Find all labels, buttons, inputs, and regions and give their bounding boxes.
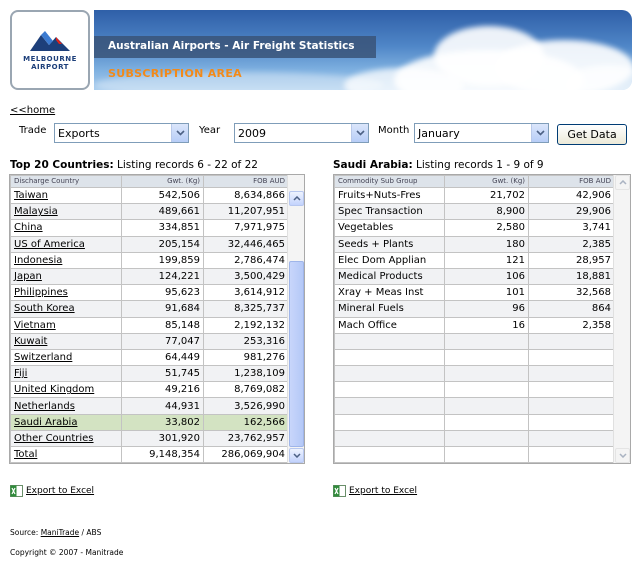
- table-cell: 32,446,465: [204, 236, 289, 252]
- table-cell: 96: [445, 301, 529, 317]
- empty-row: [335, 349, 615, 365]
- empty-cell: [529, 430, 615, 446]
- table-cell: [11, 285, 122, 301]
- empty-cell: [335, 366, 445, 382]
- table-cell: 91,684: [122, 301, 204, 317]
- row-link[interactable]: South Korea: [14, 303, 75, 315]
- table-cell: 542,506: [122, 188, 204, 204]
- commodity-table-title: [333, 159, 544, 171]
- table-cell: 253,316: [204, 333, 289, 349]
- table-cell: 16: [445, 317, 529, 333]
- table-row[interactable]: [335, 204, 615, 220]
- footer-source: [10, 528, 101, 537]
- table-cell: 18,881: [529, 268, 615, 284]
- table-row[interactable]: [11, 349, 289, 365]
- page-title: Australian Airports - Air Freight Statistics: [108, 40, 355, 52]
- table-cell: 77,047: [122, 333, 204, 349]
- table-row[interactable]: [11, 447, 289, 463]
- mountain-logo-icon: [28, 29, 72, 53]
- table-row[interactable]: [335, 285, 615, 301]
- table-cell: 23,762,957: [204, 430, 289, 446]
- table-cell: [11, 414, 122, 430]
- table-row[interactable]: [335, 252, 615, 268]
- chevron-down-icon: [293, 453, 301, 458]
- table-cell: 286,069,904: [204, 447, 289, 463]
- empty-row: [335, 414, 615, 430]
- table-cell: 51,745: [122, 366, 204, 382]
- row-link[interactable]: Fiji: [14, 368, 28, 380]
- empty-row: [335, 447, 615, 463]
- scroll-thumb[interactable]: [289, 261, 304, 447]
- table-cell: 124,221: [122, 268, 204, 284]
- table-cell: [11, 447, 122, 463]
- table-cell: [11, 333, 122, 349]
- source-link[interactable]: ManiTrade: [40, 528, 80, 537]
- table-row[interactable]: [11, 333, 289, 349]
- table-cell: 9,148,354: [122, 447, 204, 463]
- chevron-down-icon[interactable]: [531, 124, 548, 142]
- table-cell: 8,325,737: [204, 301, 289, 317]
- table-cell: 2,385: [529, 236, 615, 252]
- table-cell: 864: [529, 301, 615, 317]
- commodity-export[interactable]: [333, 485, 417, 497]
- commodity-title-rest: Listing records 1 - 9 of 9: [412, 159, 544, 171]
- table-cell: Spec Transaction: [335, 204, 445, 220]
- commodity-title-bold: Saudi Arabia:: [333, 159, 413, 171]
- empty-cell: [445, 430, 529, 446]
- empty-cell: [335, 349, 445, 365]
- table-cell: 199,859: [122, 252, 204, 268]
- table-row[interactable]: [11, 317, 289, 333]
- table-cell: [11, 220, 122, 236]
- table-cell: 7,971,975: [204, 220, 289, 236]
- header-banner: [94, 10, 632, 90]
- table-cell: [11, 204, 122, 220]
- table-row[interactable]: [11, 268, 289, 284]
- table-cell: 32,568: [529, 285, 615, 301]
- chevron-up-icon: [619, 180, 627, 185]
- chevron-down-icon: [619, 453, 627, 458]
- scroll-down-button[interactable]: [615, 448, 630, 463]
- empty-cell: [445, 366, 529, 382]
- empty-cell: [445, 382, 529, 398]
- airport-logo: [10, 10, 90, 90]
- table-cell: Elec Dom Applian: [335, 252, 445, 268]
- table-row[interactable]: [11, 382, 289, 398]
- table-cell: 2,358: [529, 317, 615, 333]
- chevron-up-icon: [293, 196, 301, 201]
- chevron-down-icon[interactable]: [171, 124, 188, 142]
- table-cell: 44,931: [122, 398, 204, 414]
- row-link[interactable]: Philippines: [14, 287, 68, 299]
- countries-scrollbar[interactable]: [287, 175, 304, 463]
- table-cell: 8,900: [445, 204, 529, 220]
- table-cell: 11,207,951: [204, 204, 289, 220]
- empty-cell: [335, 398, 445, 414]
- export-to-excel-link[interactable]: Export to Excel: [349, 486, 418, 496]
- table-cell: 180: [445, 236, 529, 252]
- empty-cell: [529, 398, 615, 414]
- table-cell: 2,192,132: [204, 317, 289, 333]
- table-row[interactable]: [335, 317, 615, 333]
- empty-cell: [445, 398, 529, 414]
- table-row[interactable]: [11, 414, 289, 430]
- table-cell: 64,449: [122, 349, 204, 365]
- column-header[interactable]: FOB AUD: [529, 176, 615, 188]
- table-cell: [11, 366, 122, 382]
- table-cell: [11, 236, 122, 252]
- empty-cell: [335, 447, 445, 463]
- table-row[interactable]: [335, 188, 615, 204]
- year-select[interactable]: [234, 123, 369, 143]
- row-link[interactable]: Other Countries: [14, 432, 94, 444]
- year-select-value: 2009: [238, 127, 266, 140]
- countries-title-rest: Listing records 6 - 22 of 22: [113, 159, 258, 171]
- row-link[interactable]: Taiwan: [14, 190, 49, 202]
- table-row[interactable]: [11, 301, 289, 317]
- empty-cell: [529, 447, 615, 463]
- empty-row: [335, 382, 615, 398]
- row-link[interactable]: US of America: [14, 238, 85, 250]
- table-row[interactable]: [11, 220, 289, 236]
- source-label: Source:: [10, 528, 39, 537]
- empty-row: [335, 430, 615, 446]
- commodity-table: [334, 175, 615, 463]
- empty-cell: [445, 447, 529, 463]
- table-cell: 101: [445, 285, 529, 301]
- page-subtitle: SUBSCRIPTION AREA: [108, 67, 242, 80]
- empty-cell: [529, 366, 615, 382]
- column-header[interactable]: Gwt. (Kg): [445, 176, 529, 188]
- table-cell: 8,634,866: [204, 188, 289, 204]
- countries-table-body: [11, 188, 289, 463]
- table-row[interactable]: [335, 220, 615, 236]
- home-link[interactable]: <<home: [10, 105, 56, 116]
- table-row[interactable]: [335, 301, 615, 317]
- source-rest: / ABS: [79, 528, 102, 537]
- countries-export[interactable]: [10, 485, 94, 497]
- commodity-table-body: [335, 188, 615, 463]
- empty-cell: [445, 414, 529, 430]
- empty-cell: [445, 349, 529, 365]
- row-link[interactable]: Japan: [14, 271, 42, 283]
- empty-cell: [529, 333, 615, 349]
- table-cell: Vegetables: [335, 220, 445, 236]
- trade-select[interactable]: [54, 123, 189, 143]
- table-cell: [11, 252, 122, 268]
- empty-cell: [335, 430, 445, 446]
- excel-icon[interactable]: [10, 485, 23, 497]
- table-cell: 3,741: [529, 220, 615, 236]
- table-row[interactable]: [11, 252, 289, 268]
- table-cell: [11, 398, 122, 414]
- excel-icon[interactable]: [333, 485, 346, 497]
- table-cell: 33,802: [122, 414, 204, 430]
- row-link[interactable]: Vietnam: [14, 319, 56, 331]
- table-cell: 49,216: [122, 382, 204, 398]
- empty-row: [335, 398, 615, 414]
- table-cell: 42,906: [529, 188, 615, 204]
- table-cell: 162,566: [204, 414, 289, 430]
- scroll-down-button[interactable]: [289, 448, 304, 463]
- empty-cell: [529, 349, 615, 365]
- empty-cell: [529, 382, 615, 398]
- table-cell: [11, 317, 122, 333]
- table-cell: 489,661: [122, 204, 204, 220]
- table-cell: 1,238,109: [204, 366, 289, 382]
- trade-label: Trade: [19, 125, 47, 136]
- table-cell: Medical Products: [335, 268, 445, 284]
- table-cell: Fruits+Nuts-Fres: [335, 188, 445, 204]
- table-cell: 981,276: [204, 349, 289, 365]
- table-cell: 28,957: [529, 252, 615, 268]
- scroll-up-button[interactable]: [615, 175, 630, 190]
- row-link[interactable]: United Kingdom: [14, 384, 95, 396]
- table-cell: 2,580: [445, 220, 529, 236]
- table-cell: 106: [445, 268, 529, 284]
- table-row[interactable]: [11, 204, 289, 220]
- empty-row: [335, 333, 615, 349]
- month-select[interactable]: [414, 123, 549, 143]
- export-to-excel-link[interactable]: Export to Excel: [26, 486, 95, 496]
- table-row[interactable]: [11, 188, 289, 204]
- countries-table: [10, 175, 289, 463]
- table-cell: [11, 430, 122, 446]
- table-cell: 3,500,429: [204, 268, 289, 284]
- table-cell: 2,786,474: [204, 252, 289, 268]
- empty-cell: [335, 382, 445, 398]
- table-cell: Mach Office: [335, 317, 445, 333]
- table-cell: Mineral Fuels: [335, 301, 445, 317]
- table-row[interactable]: [335, 236, 615, 252]
- table-cell: [11, 349, 122, 365]
- column-header[interactable]: Commodity Sub Group: [335, 176, 445, 188]
- scroll-up-button[interactable]: [289, 191, 304, 206]
- row-link[interactable]: Saudi Arabia: [14, 416, 78, 428]
- countries-title-bold: Top 20 Countries:: [10, 159, 114, 171]
- commodity-scrollbar[interactable]: [613, 175, 630, 463]
- table-cell: 121: [445, 252, 529, 268]
- table-cell: 8,769,082: [204, 382, 289, 398]
- trade-select-value: Exports: [58, 127, 100, 140]
- table-cell: 29,906: [529, 204, 615, 220]
- row-link[interactable]: China: [14, 222, 43, 234]
- year-label: Year: [199, 125, 221, 136]
- table-cell: 3,526,990: [204, 398, 289, 414]
- row-link[interactable]: Indonesia: [14, 254, 63, 266]
- logo-line2: AIRPORT: [31, 63, 69, 71]
- column-header[interactable]: Discharge Country: [11, 176, 122, 188]
- table-cell: Seeds + Plants: [335, 236, 445, 252]
- table-cell: 3,614,912: [204, 285, 289, 301]
- table-row[interactable]: [11, 366, 289, 382]
- table-row[interactable]: [11, 236, 289, 252]
- row-link[interactable]: Kuwait: [14, 335, 48, 347]
- get-data-button[interactable]: Get Data: [557, 124, 627, 145]
- countries-grid: [9, 174, 305, 464]
- table-row[interactable]: [11, 285, 289, 301]
- empty-cell: [335, 333, 445, 349]
- empty-cell: [529, 414, 615, 430]
- logo-line1: MELBOURNE: [23, 55, 77, 63]
- table-cell: [11, 188, 122, 204]
- table-cell: 301,920: [122, 430, 204, 446]
- commodity-grid: [333, 174, 631, 464]
- table-cell: 334,851: [122, 220, 204, 236]
- empty-row: [335, 366, 615, 382]
- countries-table-title: [10, 159, 258, 171]
- month-select-value: January: [418, 127, 460, 140]
- table-cell: Xray + Meas Inst: [335, 285, 445, 301]
- column-header[interactable]: Gwt. (Kg): [122, 176, 204, 188]
- table-cell: [11, 268, 122, 284]
- table-row[interactable]: [11, 398, 289, 414]
- row-link[interactable]: Netherlands: [14, 400, 75, 412]
- table-cell: [11, 382, 122, 398]
- table-row[interactable]: [335, 268, 615, 284]
- column-header[interactable]: FOB AUD: [204, 176, 289, 188]
- table-cell: 21,702: [445, 188, 529, 204]
- table-row[interactable]: [11, 430, 289, 446]
- empty-cell: [445, 333, 529, 349]
- table-cell: 95,623: [122, 285, 204, 301]
- footer-copyright: Copyright © 2007 - Manitrade: [10, 548, 124, 557]
- month-label: Month: [378, 125, 410, 136]
- table-cell: 205,154: [122, 236, 204, 252]
- empty-cell: [335, 414, 445, 430]
- row-link[interactable]: Total: [14, 449, 38, 461]
- row-link[interactable]: Malaysia: [14, 206, 58, 218]
- table-cell: [11, 301, 122, 317]
- chevron-down-icon[interactable]: [351, 124, 368, 142]
- table-cell: 85,148: [122, 317, 204, 333]
- row-link[interactable]: Switzerland: [14, 351, 73, 363]
